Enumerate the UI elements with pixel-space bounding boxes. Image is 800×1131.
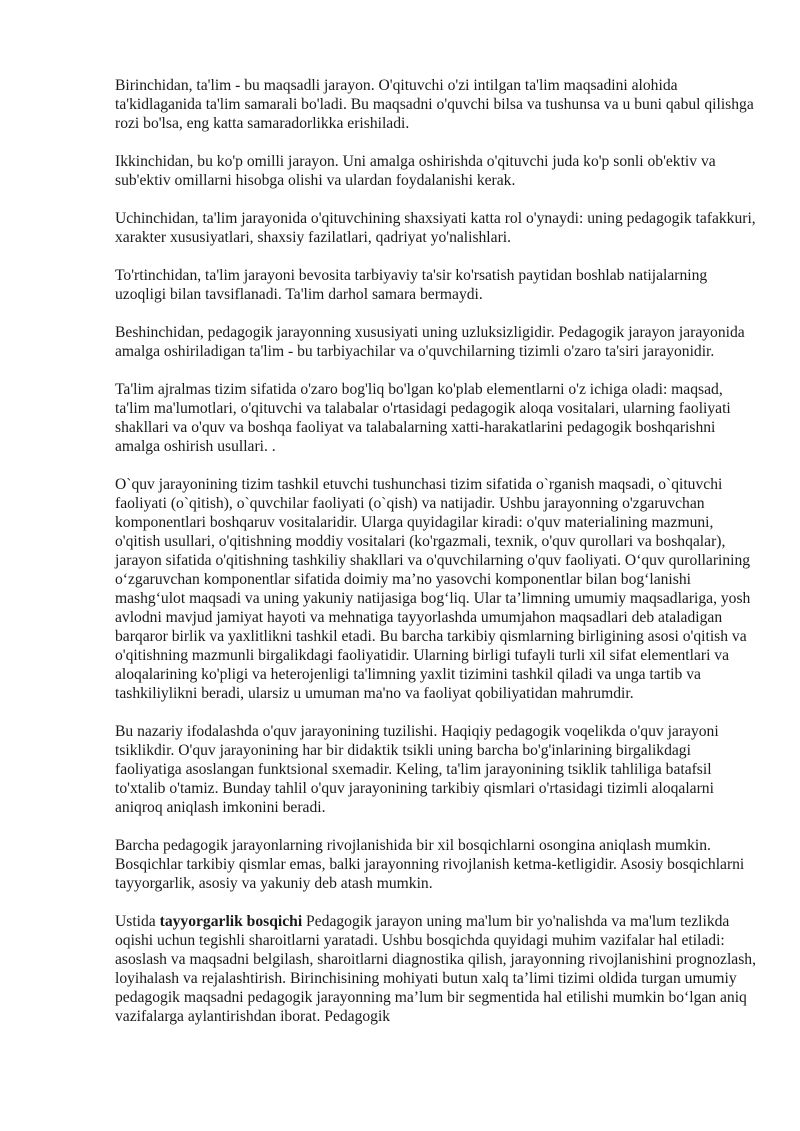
- paragraph-ikkinchidan: Ikkinchidan, bu ko'p omilli jarayon. Uni amalga oshirishda o'qituvchi juda ko'p sonli ob'ektiv va sub'ektiv omillarni hisobga olishi va ulardan foydalanishi kerak.: [115, 153, 716, 189]
- paragraph-birinchidan: Birinchidan, ta'lim - bu maqsadli jarayon. O'qituvchi o'zi intilgan ta'lim maqsadini alohida ta'kidlaganida ta'lim samarali bo'ladi. Bu maqsadni o'quvchi bilsa va tushunsa va u buni qabul qilishga rozi bo'lsa, eng katta samaradorlikka erishiladi.: [115, 77, 754, 132]
- paragraph-bosqichlar: Barcha pedagogik jarayonlarning rivojlanishida bir xil bosqichlarni osongina aniqlash mumkin. Bosqichlar tarkibiy qismlar emas, balki jarayonning rivojlanish ketma-ketligidir. Asosiy bosqichlarni tayyorgarlik, asosiy va yakuniy deb atash mumkin.: [115, 837, 745, 892]
- paragraph-oquv-jarayoni-tizimi: O`quv jarayonining tizim tashkil etuvchi tushunchasi tizim sifatida o`rganish maqsadi, o`qituvchi faoliyati (o`qitish), o`quvchilar faoliyati (o`qish) va natijadir. Ushbu jarayonning o'zgaruvchan komponentlari boshqaruv vositalaridir. Ularga quyidagilar kiradi: o'quv materialining mazmuni, o'qitish usullari, o'qitishning moddiy vositalari (ko'rgazmali, texnik, o'quv qurollari va boshqalar), jarayon sifatida o'qitishning tashkiliy shakllari va o'quvchilarning o'quv faoliyati. O‘quv qurollarining o‘zgaruvchan komponentlar sifatida doimiy ma’no yasovchi komponentlar bilan bog‘lanishi mashg‘ulot maqsadi va uning yakuniy natijasiga bog‘liq. Ular ta’limning umumiy maqsadlariga, yosh avlodni mavjud jamiyat hayoti va mehnatiga tayyorlashda umumjahon maqsadlari deb ataladigan barqaror birlik va yaxlitlikni tashkil etadi. Bu barcha tarkibiy qismlarning birligining asosi o'qitish va o'qitishning mazmunli birgalikdagi faoliyatidir. Ularning birligi tufayli turli xil sifat elementlari va aloqalarining ko'pligi va heterojenligi ta'limning yaxlit tizimini tashkil qiladi va unga tartib va tashkiliylikni beradi, ularsiz u umuman ma'no va faoliyat qobiliyatidan mahrumdir.: [115, 476, 751, 702]
- paragraph-tayyorgarlik-bosqichi: [115, 912, 760, 1026]
- paragraph-tortinchidan: To'rtinchidan, ta'lim jarayoni bevosita tarbiyaviy ta'sir ko'rsatish paytidan boshlab natijalarning uzoqligi bilan tavsiflanadi. Ta'lim darhol samara bermaydi.: [115, 267, 708, 303]
- bold-term: tayyorgarlik bosqichi: [159, 913, 303, 930]
- paragraph-beshinchidan: Beshinchidan, pedagogik jarayonning xususiyati uning uzluksizligidir. Pedagogik jarayon jarayonida amalga oshiriladigan ta'lim - bu tarbiyachilar va o'quvchilarning tizimli o'zaro ta'siri jarayonidir.: [115, 324, 745, 360]
- paragraph-rest-text: Pedagogik jarayon uning ma'lum bir yo'nalishda va ma'lum tezlikda oqishi uchun tegishli sharoitlarni yaratadi. Ushbu bosqichda quyidagi muhim vazifalar hal etiladi: asoslash va maqsadni belgilash, sharoitlarni diagnostika qilish, jarayonning rivojlanishini prognozlash, loyihalash va rejalashtirish. Birinchisining mohiyati butun xalq ta’limi tizimi oldida turgan umumiy pedagogik maqsadni pedagogik jarayonning ma’lum bir segmentida hal etilishi mumkin bo‘lgan aniq vazifalarga aylantirishdan iborat. Pedagogik: [115, 913, 756, 1025]
- paragraph-nazariy-ifodalash: Bu nazariy ifodalashda o'quv jarayonining tuzilishi. Haqiqiy pedagogik voqelikda o'quv jarayoni tsiklikdir. O'quv jarayonining har bir didaktik tsikli uning barcha bo'g'inlarining birgalikdagi faoliyatiga asoslangan funktsional sxemadir. Keling, ta'lim jarayonining tsiklik tahliliga batafsil to'xtalib o'tamiz. Bunday tahlil o'quv jarayonining tarkibiy qismlari o'rtasidagi tizimli aloqalarni aniqroq aniqlash imkonini beradi.: [115, 723, 719, 816]
- paragraph-lead-text: Ustida: [115, 913, 160, 930]
- paragraph-uchinchidan: Uchinchidan, ta'lim jarayonida o'qituvchining shaxsiyati katta rol o'ynaydi: uning pedagogik tafakkuri, xarakter xususiyatlari, shaxsiy fazilatlari, qadriyat yo'nalishlari.: [115, 210, 756, 246]
- paragraph-talim-tizim: Ta'lim ajralmas tizim sifatida o'zaro bog'liq bo'lgan ko'plab elementlarni o'z ichiga oladi: maqsad, ta'lim ma'lumotlari, o'qituvchi va talabalar o'rtasidagi pedagogik aloqa vositalari, ularning faoliyati shakllari va o'quv va boshqa faoliyat va talabalarning xatti-harakatlarini pedagogik boshqarishni amalga oshirish usullari. .: [115, 381, 731, 455]
